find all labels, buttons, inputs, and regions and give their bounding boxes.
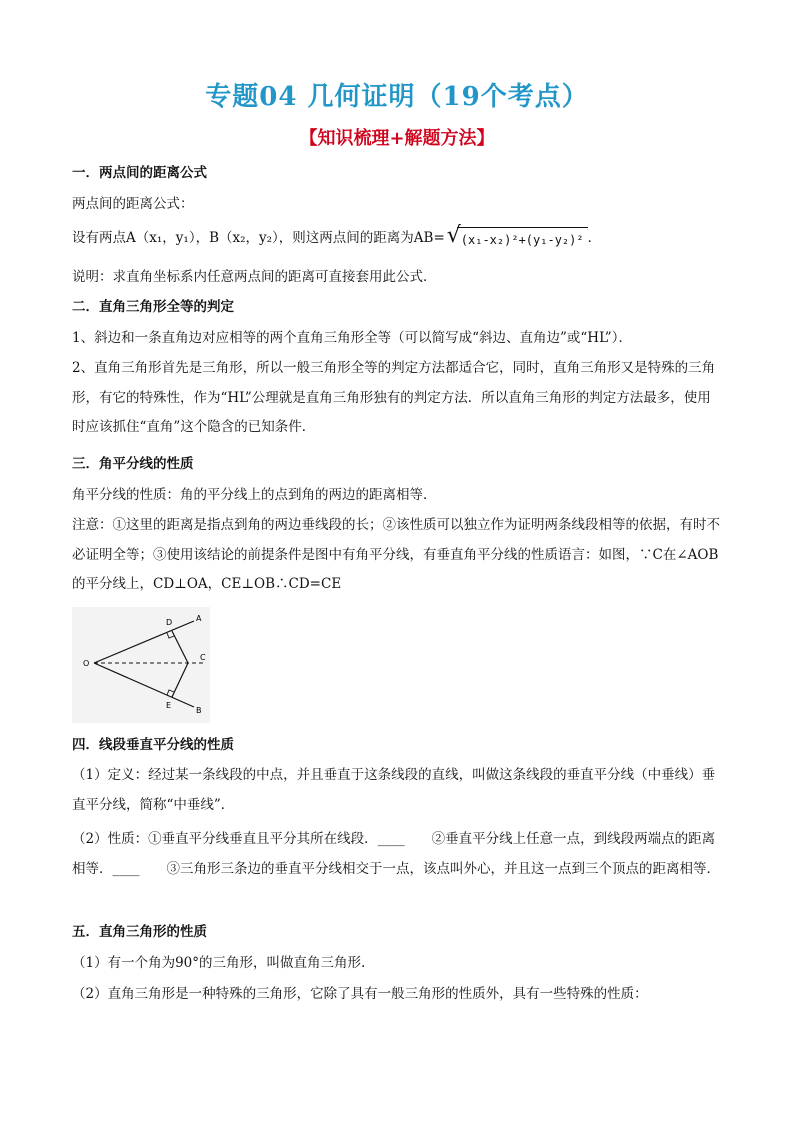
section-5-text-1: （1）有一个角为90°的三角形，叫做直角三角形. [72,955,366,971]
ray-oa [94,621,194,663]
section-4-heading: 四．线段垂直平分线的性质 [72,737,234,753]
sqrt-expression [446,223,588,250]
section-1-text-3: 说明：求直角坐标系内任意两点间的距离可直接套用此公式． [72,269,437,285]
page-subtitle: 【知识梳理+解题方法】 [299,128,495,149]
label-b: B [196,706,202,715]
section-2-text-1: 1、斜边和一条直角边对应相等的两个直角三角形全等（可以简写成“斜边、直角边”或“HL”）． [72,330,632,346]
label-c: C [200,653,206,662]
formula-suffix: ． [587,230,602,246]
section-2-heading: 二．直角三角形全等的判定 [72,299,234,315]
sqrt-icon: √ [446,223,461,248]
segment-ce [172,663,188,697]
angle-bisector-diagram [72,607,210,723]
section-1-heading: 一．两点间的距离公式 [72,165,207,181]
section-4-text-2: （2）性质：①垂直平分线垂直且平分其所在线段．____ ②垂直平分线上任意一点，到线段两端点的距离相等．____ ③三角形三条边的垂直平分线相交于一点，该点叫外心，并且这一点到三个顶点的距离相等． [72,831,720,877]
label-e: E [166,701,172,710]
section-3-text-1: 角平分线的性质：角的平分线上的点到角的两边的距离相等． [72,487,437,503]
label-a: A [196,614,202,623]
section-4-text-1: （1）定义：经过某一条线段的中点，并且垂直于这条线段的直线，叫做这条线段的垂直平分线（中垂线）垂直平分线，简称“中垂线”． [72,767,716,813]
label-d: D [166,618,173,627]
section-5-text-2: （2）直角三角形是一种特殊的三角形，它除了具有一般三角形的性质外，具有一些特殊的性质： [72,986,648,1002]
section-3-text-2: 注意：①这里的距离是指点到角的两边垂线段的长；②该性质可以独立作为证明两条线段相等的依据，有时不必证明全等；③使用该结论的前提条件是图中有角平分线，有垂直角平分线的性质语言：如图，∵C在∠AOB的平分线上，CD⊥OA，CE⊥OB∴CD=CE [72,517,720,592]
sqrt-radicand: (x₁-x₂)²+(y₁-y₂)² [457,227,588,250]
section-5-heading: 五．直角三角形的性质 [72,924,207,940]
segment-cd [172,631,188,663]
ray-ob [94,663,194,707]
angle-bisector-figure [72,607,210,723]
label-o: O [83,659,90,668]
section-3-heading: 三．角平分线的性质 [72,456,194,472]
formula-prefix: 设有两点A（x₁，y₁），B（x₂，y₂），则这两点间的距离为AB= [72,230,445,246]
page-title: 专题04 几何证明（19个考点） [205,82,589,112]
section-2-text-2: 2、直角三角形首先是三角形，所以一般三角形全等的判定方法都适合它，同时，直角三角形又是特殊的三角形，有它的特殊性，作为“HL”公理就是直角三角形独有的判定方法．所以直角三角形的判定方法最多，使用时应该抓住“直角”这个隐含的已知条件． [72,360,716,435]
section-1-text-1: 两点间的距离公式： [72,196,194,212]
distance-formula [72,223,602,250]
